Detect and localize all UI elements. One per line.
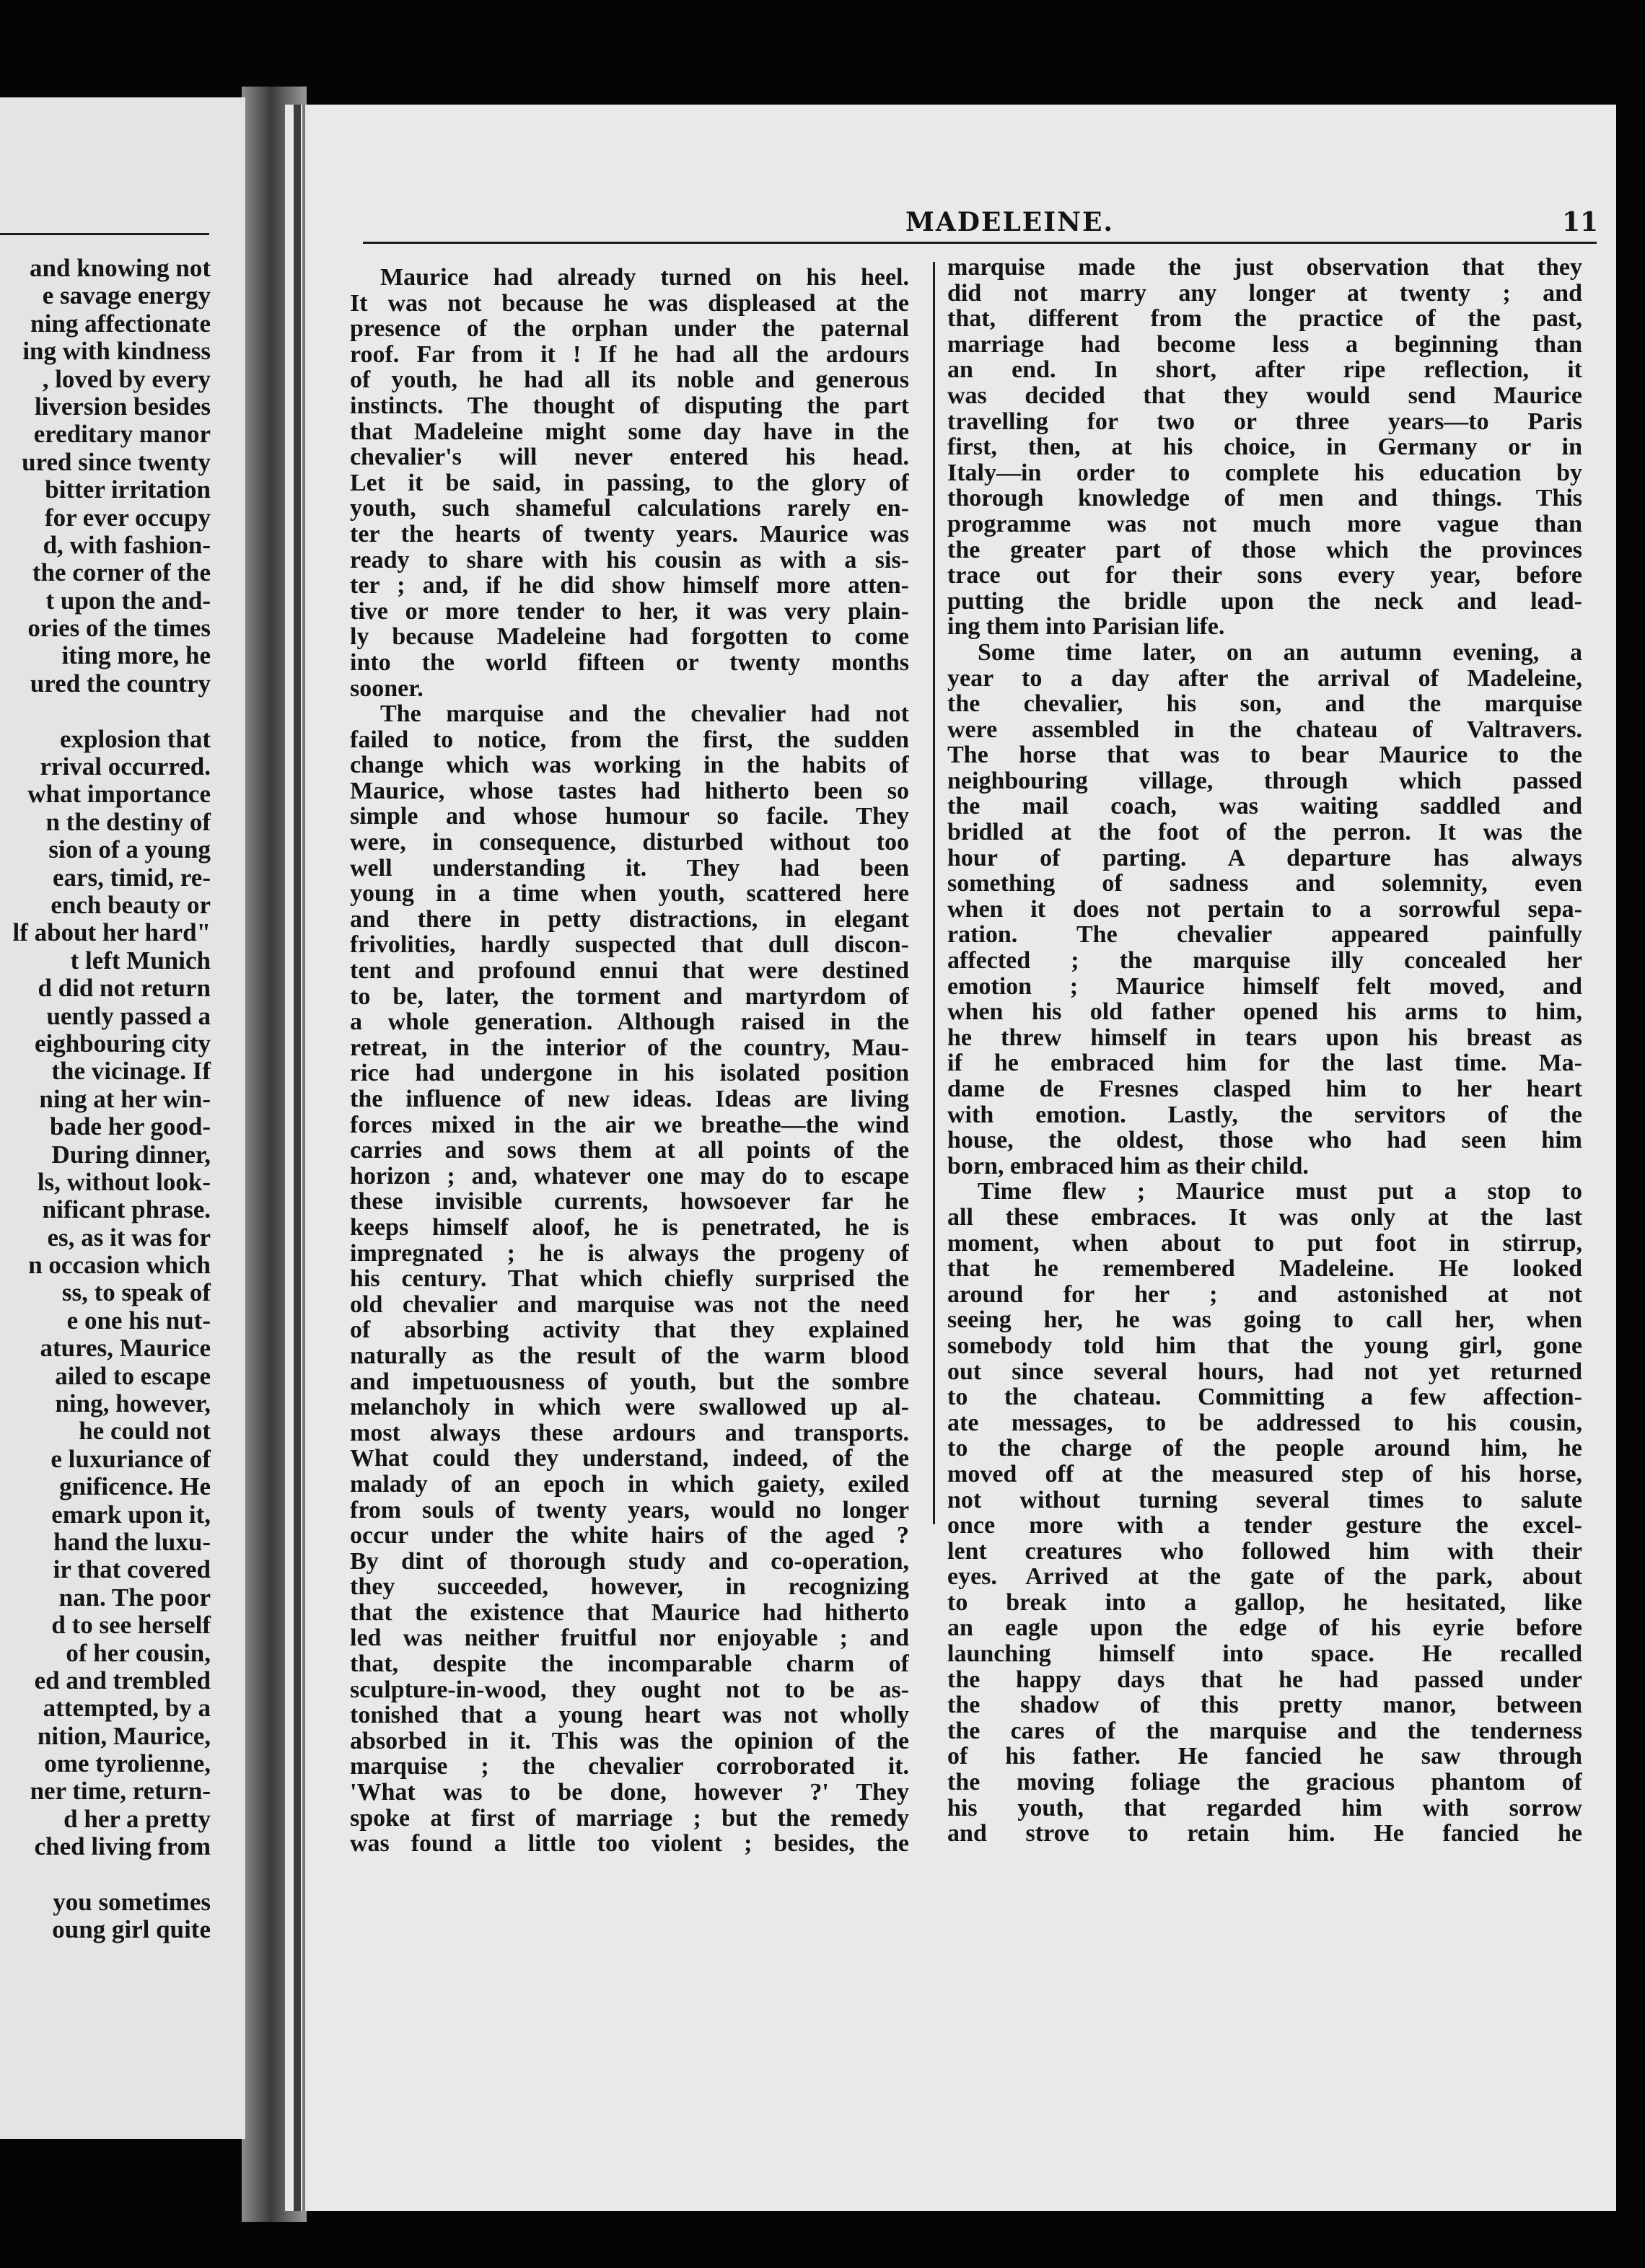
text-line: a whole generation. Although raised in the [350, 1009, 909, 1035]
left-text-line: liversion besides [34, 392, 211, 421]
text-line: these invisible currents, howsoever far he [350, 1189, 909, 1215]
text-line: The horse that was to bear Maurice to the [947, 742, 1582, 768]
text-line: somebody told him that the young girl, gone [947, 1332, 1582, 1359]
text-line: the greater part of those which the provinces [947, 537, 1582, 563]
text-line: when his old father opened his arms to him, [947, 999, 1582, 1025]
text-line: out since several hours, had not yet returned [947, 1358, 1582, 1385]
left-text-line: e luxuriance of [51, 1444, 211, 1473]
left-text-line: ured the country [30, 669, 211, 698]
left-text-line: nition, Maurice, [37, 1721, 211, 1750]
left-text-line: ls, without look- [37, 1167, 211, 1196]
left-text-line: ereditary manor [33, 420, 211, 449]
left-text-line [0, 698, 211, 725]
left-text-line: During dinner, [51, 1140, 211, 1169]
text-line: Some time later, on an autumn evening, a [978, 639, 1582, 666]
left-text-line: ing with kindness [22, 337, 211, 366]
text-line: around for her ; and astonished at not [947, 1281, 1582, 1308]
text-column-1 [350, 265, 909, 1857]
left-text-line: he could not [79, 1417, 211, 1446]
header-rule [363, 242, 1597, 244]
left-text-line: for ever occupy [44, 503, 211, 532]
text-line: an end. In short, after ripe reflection, it [947, 357, 1582, 383]
text-line: of his father. He fancied he saw through [947, 1744, 1582, 1770]
column-rule [933, 262, 935, 1524]
text-line: What could they understand, indeed, of the [350, 1446, 909, 1472]
text-line: first, then, at his choice, in Germany or in [947, 434, 1582, 460]
text-line: 'What was to be done, however ?' They [350, 1780, 909, 1806]
left-text-line: lf about her hard" [12, 918, 211, 947]
left-text-line: t left Munich [70, 946, 211, 975]
text-line: the cares of the marquise and the tenderness [947, 1718, 1582, 1744]
text-line: eyes. Arrived at the gate of the park, about [947, 1564, 1582, 1590]
text-line: the moving foliage the gracious phantom of [947, 1770, 1582, 1796]
text-line: forces mixed in the air we breathe—the wind [350, 1112, 909, 1138]
text-line: impregnated ; he is always the progeny of [350, 1240, 909, 1267]
text-line: thorough knowledge of men and things. This [947, 485, 1582, 511]
text-line: when it does not pertain to a sorrowful sepa- [947, 896, 1582, 923]
text-line: dame de Fresnes clasped him to her heart [947, 1076, 1582, 1102]
left-text-line: what importance [27, 780, 211, 809]
text-line: failed to notice, from the first, the sudden [350, 726, 909, 753]
left-text-line: d her a pretty [63, 1804, 211, 1833]
text-line: to the charge of the people around him, he [947, 1436, 1582, 1462]
text-line: emotion ; Maurice himself felt moved, and [947, 973, 1582, 1000]
text-line: lent creatures who followed him with their [947, 1538, 1582, 1565]
left-text-line: t upon the and- [45, 586, 211, 615]
text-line: marquise ; the chevalier corroborated it. [350, 1754, 909, 1780]
left-text-line: attempted, by a [43, 1694, 211, 1723]
left-text-line: ir that covered [53, 1555, 211, 1584]
left-text-line: oung girl quite [52, 1915, 211, 1944]
text-line: ing them into Parisian life. [947, 614, 1225, 640]
text-line: moved off at the measured step of his horse, [947, 1461, 1582, 1487]
text-line: ready to share with his cousin as with a sis- [350, 547, 909, 573]
text-line: he threw himself in tears upon his breast as [947, 1024, 1582, 1051]
left-text-line: n occasion which [28, 1251, 211, 1280]
text-line: Maurice, whose tastes had hitherto been so [350, 778, 909, 804]
text-line: once more with a tender gesture the excel- [947, 1513, 1582, 1539]
left-text-line: atures, Maurice [40, 1334, 211, 1363]
left-text-line: uently passed a [46, 1001, 211, 1030]
text-line: well understanding it. They had been [350, 855, 909, 882]
text-line: born, embraced him as their child. [947, 1153, 1309, 1179]
text-line: the happy days that he had passed under [947, 1666, 1582, 1693]
text-line: if he embraced him for the last time. Ma- [947, 1050, 1582, 1076]
left-text-line: nificant phrase. [42, 1195, 211, 1224]
text-line: led was neither fruitful nor enjoyable ; and [350, 1625, 909, 1652]
left-text-line [0, 1861, 211, 1889]
left-page-text [0, 255, 211, 1944]
left-text-line: ner time, return- [30, 1777, 211, 1806]
text-line: most always these ardours and transports. [350, 1420, 909, 1446]
left-text-line: hand the luxu- [53, 1527, 211, 1556]
text-line: Italy—in order to complete his education by [947, 460, 1582, 486]
page-number: 11 [1562, 207, 1599, 237]
text-line: marquise made the just observation that they [947, 255, 1582, 281]
gutter-shadow [294, 105, 301, 2211]
text-line: and there in petty distractions, in elegant [350, 906, 909, 933]
text-line: keeps himself aloof, he is penetrated, he is [350, 1214, 909, 1241]
text-line: and impetuousness of youth, but the sombre [350, 1368, 909, 1395]
left-text-line: gnificence. He [59, 1472, 211, 1501]
text-line: the influence of new ideas. Ideas are living [350, 1086, 909, 1112]
left-text-line: ories of the times [27, 614, 211, 643]
text-line: house, the oldest, those who had seen him [947, 1128, 1582, 1153]
left-text-line: ss, to speak of [61, 1278, 211, 1307]
text-line: were assembled in the chateau of Valtravers. [947, 716, 1582, 743]
text-line: sculpture-in-wood, they ought not to be as- [350, 1676, 909, 1703]
left-text-line: n the destiny of [45, 807, 211, 836]
left-text-line: d to see herself [51, 1611, 211, 1640]
page-title: MADELEINE. [905, 207, 1114, 237]
left-page-rule [0, 233, 209, 235]
text-line: melancholy in which were swallowed up al- [350, 1394, 909, 1420]
left-text-line: es, as it was for [47, 1223, 211, 1252]
text-line: they succeeded, however, in recognizing [350, 1574, 909, 1600]
text-line: By dint of thorough study and co-operation, [350, 1548, 909, 1575]
text-line: spoke at first of marriage ; but the remedy [350, 1805, 909, 1832]
text-line: bridled at the foot of the perron. It was the [947, 819, 1582, 845]
text-line: that Madeleine might some day have in the [350, 418, 909, 445]
text-line: hour of parting. A departure has always [947, 845, 1582, 871]
text-line: was decided that they would send Maurice [947, 382, 1582, 409]
text-line: the shadow of this pretty manor, between [947, 1692, 1582, 1718]
text-line: that the existence that Maurice had hitherto [350, 1599, 909, 1626]
text-line: was found a little too violent ; besides, the [350, 1831, 909, 1857]
left-text-line: ning at her win- [39, 1084, 211, 1113]
left-text-line: emark upon it, [51, 1500, 211, 1529]
text-line: that he remembered Madeleine. He looked [947, 1256, 1582, 1282]
gutter-edge [302, 105, 305, 2211]
text-line: the mail coach, was waiting saddled and [947, 794, 1582, 820]
text-line: that, different from the practice of the past, [947, 306, 1582, 332]
left-text-line: and knowing not [30, 254, 211, 282]
left-text-line: e one his nut- [66, 1306, 211, 1335]
text-line: an eagle upon the edge of his eyrie before [947, 1615, 1582, 1642]
text-line: tonished that a young heart was not wholly [350, 1702, 909, 1728]
text-line: instincts. The thought of disputing the part [350, 392, 909, 419]
text-line: ate messages, to be addressed to his cousin, [947, 1410, 1582, 1436]
text-line: rice had undergone in his isolated position [350, 1060, 909, 1086]
left-text-line: bade her good- [50, 1112, 211, 1141]
text-line: his youth, that regarded him with sorrow [947, 1795, 1582, 1821]
text-line: carries and sows them at all points of the [350, 1138, 909, 1164]
text-line: to be, later, the torment and martyrdom of [350, 983, 909, 1010]
text-line: programme was not much more vague than [947, 511, 1582, 537]
left-text-line: , loved by every [42, 364, 211, 393]
text-line: something of sadness and solemnity, even [947, 871, 1582, 897]
left-text-line: of her cousin, [66, 1638, 211, 1667]
left-text-line: e savage energy [42, 281, 211, 310]
text-line: to the chateau. Committing a few affection- [947, 1384, 1582, 1410]
left-text-line: ed and trembled [34, 1666, 211, 1695]
left-text-line: you sometimes [53, 1888, 211, 1917]
left-text-line: ched living from [34, 1832, 211, 1861]
left-text-line: sion of a young [48, 835, 211, 864]
text-line: launching himself into space. He recalled [947, 1641, 1582, 1667]
text-line: occur under the white hairs of the aged ? [350, 1523, 909, 1549]
text-line: year to a day after the arrival of Madeleine, [947, 665, 1582, 692]
text-line: roof. Far from it ! If he had all the ardours [350, 341, 909, 368]
text-line: his century. That which chiefly surprised the [350, 1266, 909, 1292]
left-text-line: ailed to escape [55, 1361, 211, 1390]
text-line: the chevalier, his son, and the marquise [947, 691, 1582, 717]
left-text-line: d did not return [38, 974, 211, 1003]
left-text-line: ench beauty or [51, 890, 211, 919]
text-line: affected ; the marquise illy concealed her [947, 948, 1582, 974]
text-line: Maurice had already turned on his heel. [380, 265, 909, 291]
left-text-line: ears, timid, re- [52, 863, 211, 892]
text-line: marriage had become less a beginning than [947, 331, 1582, 358]
left-text-line: bitter irritation [45, 475, 211, 504]
text-line: sooner. [350, 675, 424, 702]
text-line: did not marry any longer at twenty ; and [947, 280, 1582, 307]
text-line: ter ; and, if he did show himself more atten- [350, 573, 909, 599]
text-line: with emotion. Lastly, the servitors of the [947, 1102, 1582, 1128]
text-line: Let it be said, in passing, to the glory of [350, 470, 909, 496]
text-line: to break into a gallop, he hesitated, like [947, 1589, 1582, 1616]
text-line: moment, when about to put foot in stirrup, [947, 1230, 1582, 1257]
left-text-line: nan. The poor [58, 1583, 211, 1612]
text-line: ter the hearts of twenty years. Maurice was [350, 521, 909, 548]
text-line: trace out for their sons every year, before [947, 563, 1582, 589]
right-page [285, 105, 1616, 2211]
text-line: of absorbing activity that they explained [350, 1317, 909, 1343]
text-line: and strove to retain him. He fancied he [947, 1821, 1582, 1847]
left-text-line: the corner of the [32, 558, 211, 587]
left-text-line: rrival occurred. [40, 752, 211, 781]
left-text-line: ured since twenty [22, 447, 211, 476]
text-line: ration. The chevalier appeared painfully [947, 922, 1582, 949]
left-page [0, 97, 245, 2139]
text-line: ly because Madeleine had forgotten to come [350, 624, 909, 650]
text-line: tive or more tender to her, it was very plain- [350, 598, 909, 625]
text-line: Time flew ; Maurice must put a stop to [978, 1179, 1582, 1205]
text-line: from souls of twenty years, would no longer [350, 1497, 909, 1524]
text-line: naturally as the result of the warm blood [350, 1342, 909, 1369]
text-line: not without turning several times to salute [947, 1487, 1582, 1513]
text-line: absorbed in it. This was the opinion of the [350, 1728, 909, 1754]
text-line: seeing her, he was going to call her, when [947, 1307, 1582, 1333]
text-line: neighbouring village, through which passed [947, 768, 1582, 794]
text-line: malady of an epoch in which gaiety, exiled [350, 1471, 909, 1498]
text-line: presence of the orphan under the paternal [350, 316, 909, 342]
left-text-line: ning affectionate [30, 309, 211, 338]
text-line: young in a time when youth, scattered here [350, 881, 909, 907]
left-text-line: d, with fashion- [43, 530, 211, 559]
text-line: horizon ; and, whatever one may do to escape [350, 1163, 909, 1190]
left-text-line: ome tyrolienne, [44, 1749, 211, 1778]
text-line: frivolities, hardly suspected that dull discon- [350, 932, 909, 959]
left-text-line: explosion that [59, 724, 211, 753]
text-line: of youth, he had all its noble and generous [350, 367, 909, 393]
text-line: change which was working in the habits of [350, 752, 909, 778]
text-line: retreat, in the interior of the country, Mau- [350, 1034, 909, 1061]
left-text-line: iting more, he [61, 641, 211, 670]
text-line: chevalier's will never entered his head. [350, 444, 909, 470]
left-text-line: ning, however, [55, 1389, 211, 1418]
text-line: tent and profound ennui that were destined [350, 958, 909, 984]
text-line: old chevalier and marquise was not the need [350, 1291, 909, 1318]
text-line: The marquise and the chevalier had not [380, 701, 909, 727]
text-line: into the world fifteen or twenty months [350, 649, 909, 676]
running-head [357, 207, 1599, 242]
text-column-2 [947, 255, 1582, 1847]
text-line: putting the bridle upon the neck and lead- [947, 588, 1582, 615]
text-line: that, despite the incomparable charm of [350, 1651, 909, 1677]
text-line: travelling for two or three years—to Paris [947, 408, 1582, 435]
left-text-line: eighbouring city [34, 1029, 211, 1058]
text-line: were, in consequence, disturbed without too [350, 830, 909, 856]
text-line: youth, such shameful calculations rarely en- [350, 496, 909, 522]
text-line: It was not because he was displeased at the [350, 290, 909, 317]
text-line: all these embraces. It was only at the last [947, 1204, 1582, 1231]
text-line: simple and whose humour so facile. They [350, 804, 909, 830]
left-text-line: the vicinage. If [51, 1057, 211, 1086]
